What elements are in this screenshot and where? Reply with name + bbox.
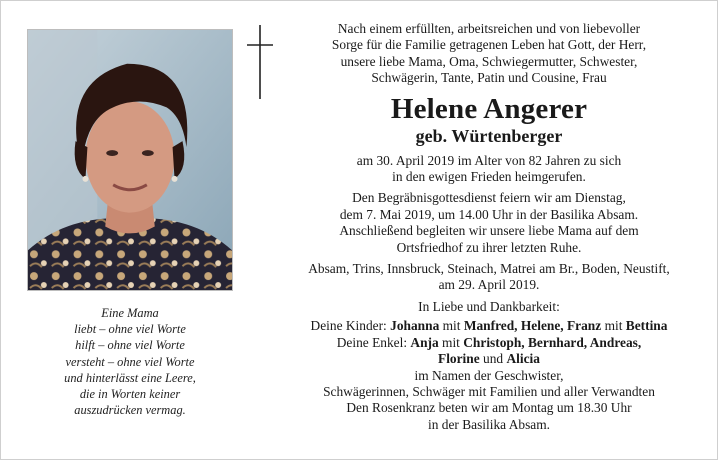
poem bbox=[27, 305, 233, 418]
death-line: in den ewigen Frieden heimgerufen. bbox=[392, 169, 586, 185]
death-notice bbox=[259, 153, 719, 186]
maiden-name: geb. Würtenberger bbox=[415, 125, 563, 146]
portrait-image bbox=[28, 30, 232, 290]
funeral-line: Anschließend begleiten wir unsere liebe Mama auf dem bbox=[339, 223, 639, 239]
grandchildren-line bbox=[259, 335, 719, 351]
connector-word: mit bbox=[442, 318, 461, 334]
grandchild-name: Christoph, Bernhard, Andreas, bbox=[463, 334, 642, 350]
poem-line: auszudrücken vermag. bbox=[74, 403, 186, 418]
grandchild-name: Florine bbox=[438, 351, 480, 367]
poem-line: liebt – ohne viel Worte bbox=[74, 322, 186, 337]
rosary-line: Den Rosenkranz beten wir am Montag um 18.30 Uhr bbox=[346, 400, 632, 416]
child-name: Manfred, Helene, Franz bbox=[463, 318, 602, 334]
rosary-info bbox=[259, 400, 719, 433]
funeral-line: Den Begräbnisgottesdienst feiern wir am Dienstag, bbox=[352, 190, 626, 206]
poem-line: hilft – ohne viel Worte bbox=[75, 338, 185, 353]
connector-word: mit bbox=[604, 318, 623, 334]
portrait-photo bbox=[27, 29, 233, 291]
place-date bbox=[259, 261, 719, 294]
others-line: Schwägerinnen, Schwäger mit Familien und aller Verwandten bbox=[323, 383, 655, 399]
children-line bbox=[259, 318, 719, 334]
obituary-text bbox=[259, 21, 719, 433]
grandchild-name: Anja bbox=[410, 334, 439, 350]
poem-line: versteht – ohne viel Worte bbox=[65, 354, 195, 369]
grandchild-name: Alicia bbox=[506, 351, 540, 367]
connector-word: und bbox=[483, 351, 504, 367]
funeral-info bbox=[259, 190, 719, 256]
death-line: am 30. April 2019 im Alter von 82 Jahren zu sich bbox=[356, 152, 622, 168]
date-line: am 29. April 2019. bbox=[438, 277, 540, 293]
funeral-line: Ortsfriedhof zu ihrer letzten Ruhe. bbox=[396, 239, 582, 255]
grandchildren-label: Deine Enkel: bbox=[336, 334, 408, 350]
poem-line: die in Worten keiner bbox=[79, 387, 181, 402]
intro-line: Nach einem erfüllten, arbeitsreichen und von liebevoller bbox=[337, 21, 641, 36]
intro-text bbox=[259, 21, 719, 87]
children-label: Deine Kinder: bbox=[310, 318, 387, 334]
deceased-name: Helene Angerer bbox=[390, 92, 588, 125]
place-line: Absam, Trins, Innsbruck, Steinach, Matrei am Br., Boden, Neustift, bbox=[308, 261, 670, 277]
rosary-line: in der Basilika Absam. bbox=[428, 416, 550, 432]
family-section bbox=[259, 299, 719, 400]
grandchildren-line-2 bbox=[259, 351, 719, 367]
others-line: im Namen der Geschwister, bbox=[414, 367, 564, 383]
funeral-line: dem 7. Mai 2019, um 14.00 Uhr in der Basilika Absam. bbox=[339, 206, 639, 222]
child-name: Bettina bbox=[625, 318, 668, 334]
family-intro: In Liebe und Dankbarkeit: bbox=[418, 298, 560, 314]
connector-word: mit bbox=[442, 334, 460, 350]
poem-line: Eine Mama bbox=[101, 306, 159, 320]
intro-line: unsere liebe Mama, Oma, Schwiegermutter, Schwester, bbox=[340, 53, 638, 69]
intro-line: Schwägerin, Tante, Patin und Cousine, Frau bbox=[371, 70, 607, 86]
child-name: Johanna bbox=[390, 318, 440, 334]
poem-line: und hinterlässt eine Leere, bbox=[64, 370, 196, 385]
intro-line: Sorge für die Familie getragenen Leben hat Gott, der Herr, bbox=[331, 37, 647, 53]
